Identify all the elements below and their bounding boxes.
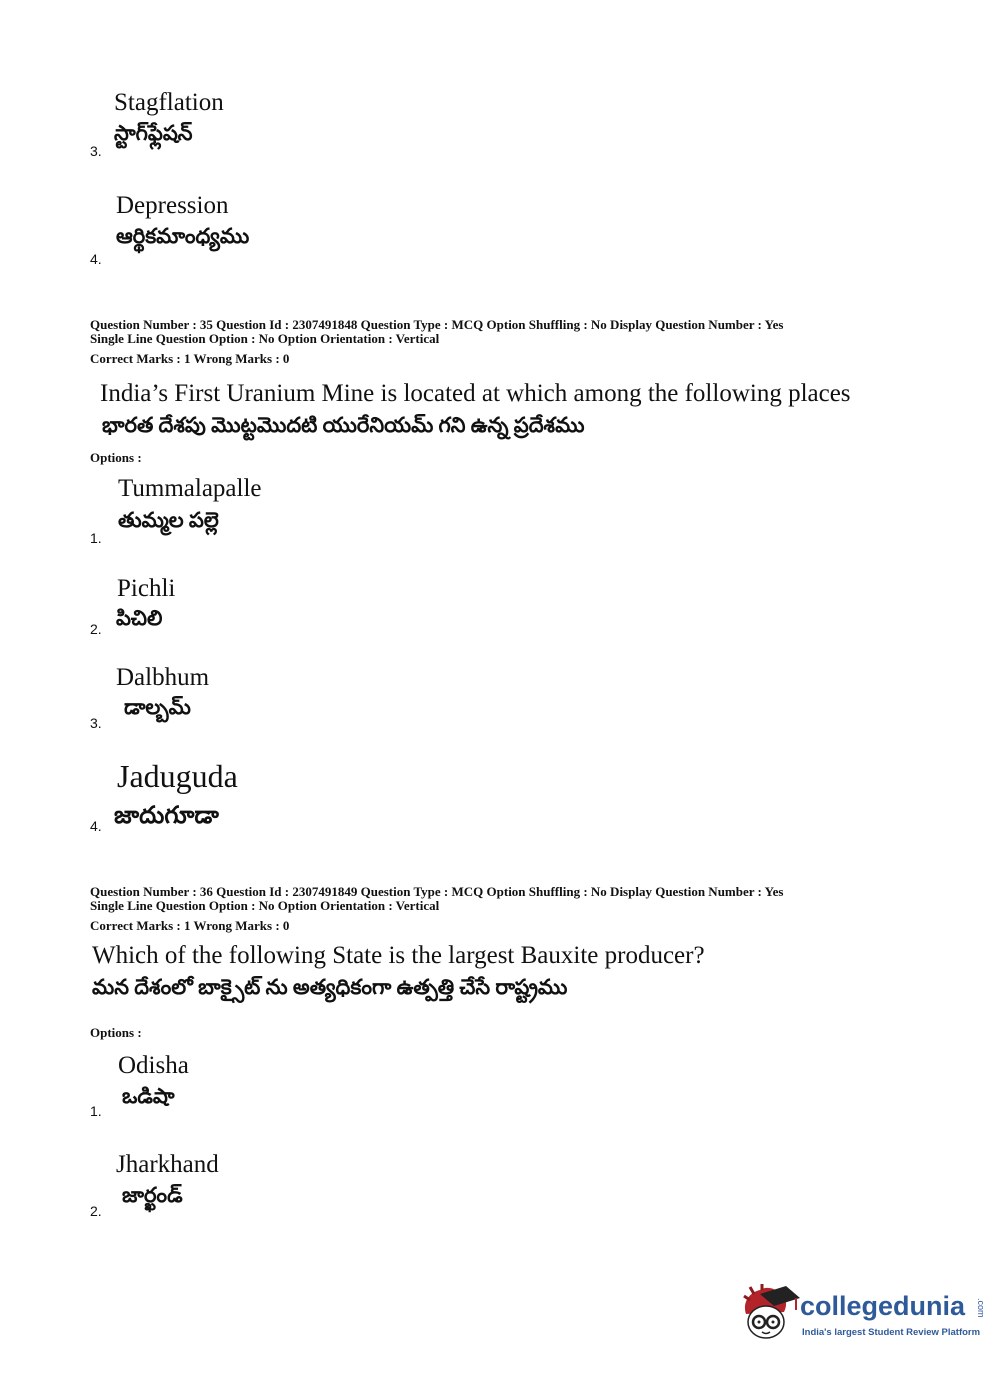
option-4-telugu: ఆర్థికమాంధ్యము (116, 224, 250, 248)
option-1-number: 1. (90, 1103, 102, 1119)
option-1-telugu: తుమ్మల పల్లె (118, 508, 219, 532)
option-4-english: Jaduguda (117, 758, 238, 794)
option-3-telugu: స్టాగ్‌ఫ్లేషన్ (114, 121, 193, 145)
question-meta-line2: Single Line Question Option : No Option Orientation : Vertical (90, 898, 440, 913)
option-2-number: 2. (90, 1203, 102, 1219)
question-text-english: Which of the following State is the largest Bauxite producer? (92, 942, 705, 969)
options-label: Options : (90, 1025, 142, 1040)
option-3-telugu: డాల్బమ్ (124, 695, 191, 719)
question-meta-line1: Question Number : 36 Question Id : 2307491849 Question Type : MCQ Option Shuffling : No Display Question Number : Yes (90, 884, 784, 899)
option-3-english: Stagflation (114, 89, 224, 116)
option-1-number: 1. (90, 530, 102, 546)
option-1-english: Odisha (118, 1052, 189, 1079)
option-2-english: Jharkhand (116, 1151, 219, 1178)
question-meta-line1: Question Number : 35 Question Id : 2307491848 Question Type : MCQ Option Shuffling : No Display Question Number : Yes (90, 317, 784, 332)
question-marks: Correct Marks : 1 Wrong Marks : 0 (90, 918, 290, 933)
logo-suffix: .com (976, 1298, 987, 1318)
logo-name: collegedunia .com (800, 1290, 997, 1322)
question-marks: Correct Marks : 1 Wrong Marks : 0 (90, 351, 290, 366)
option-4-number: 4. (90, 251, 102, 267)
option-1-english: Tummalapalle (118, 475, 262, 502)
option-4-telugu: జాదుగూడా (114, 803, 219, 829)
option-3-number: 3. (90, 143, 102, 159)
collegedunia-logo[interactable] (740, 1284, 987, 1354)
graduate-mascot-icon (740, 1284, 802, 1346)
option-4-number: 4. (90, 818, 102, 834)
option-3-english: Dalbhum (116, 664, 210, 691)
option-3-number: 3. (90, 715, 102, 731)
logo-tagline: India's largest Student Review Platform (802, 1327, 981, 1338)
option-1-telugu: ఒడిషా (122, 1084, 175, 1108)
options-label: Options : (90, 450, 142, 465)
question-text-english: India’s First Uranium Mine is located at which among the following places (100, 380, 851, 407)
option-2-number: 2. (90, 621, 102, 637)
question-text-telugu: మన దేశంలో బాక్సైట్ ను అత్యధికంగా ఉత్పత్తి చేసే రాష్ట్రము (92, 975, 568, 999)
option-4-english: Depression (116, 192, 229, 219)
question-meta-line2: Single Line Question Option : No Option Orientation : Vertical (90, 331, 440, 346)
option-2-english: Pichli (117, 575, 176, 602)
option-2-telugu: పిచిలి (116, 606, 163, 630)
question-text-telugu: భారత దేశపు మొట్టమొదటి యురేనియమ్ గని ఉన్న ప్రదేశము (102, 413, 585, 437)
option-2-telugu: జార్ఖండ్ (122, 1183, 183, 1207)
